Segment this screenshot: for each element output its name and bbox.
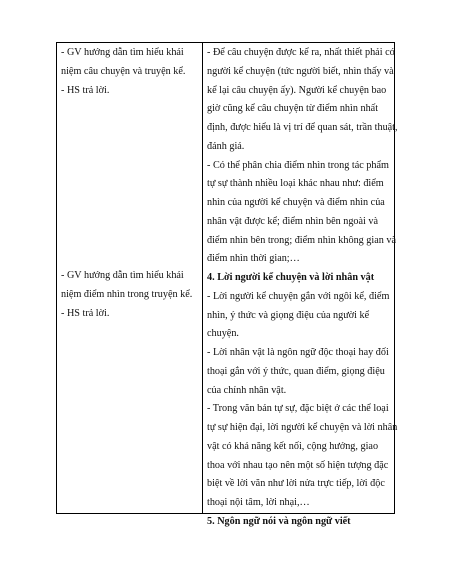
section-heading-4: 4. Lời người kể chuyện và lời nhân vật (207, 272, 375, 283)
right-line: - Có thể phân chia điểm nhìn trong tác phẩm (207, 159, 389, 171)
right-line: kể lại câu chuyện ấy). Người kể chuyện bao (207, 84, 387, 96)
right-line: đánh giá. (207, 140, 245, 152)
right-line: - Lời nhân vật là ngôn ngữ độc thoại hay đối (207, 347, 389, 358)
right-line: chuyện. (207, 328, 239, 340)
right-line: - Trong văn bản tự sự, đặc biệt ở các thể loại (207, 403, 389, 415)
right-line: nhân vật được kể; điểm nhìn bên ngoài và (207, 215, 379, 227)
right-line: tự sự hiện đại, lời người kể chuyện và lời nhân (207, 422, 398, 433)
right-line: nhìn, ý thức và giọng điệu của người kể (207, 309, 370, 321)
right-line: vật có khả năng kết nối, cộng hưởng, giao (207, 440, 379, 452)
left-block1-line3: - HS trả lời. (61, 84, 110, 96)
content-table (56, 42, 398, 527)
right-line: điểm nhìn thời gian;… (207, 253, 300, 265)
right-line: - Để câu chuyện được kể ra, nhất thiết phải có (207, 47, 395, 58)
right-line: thoa với nhau tạo nên một số hiện tượng đặc (207, 459, 389, 471)
right-line: thoại nội tâm, lời nhại,… (207, 497, 310, 508)
left-block2-line1: - GV hướng dẫn tìm hiểu khái (61, 270, 184, 282)
right-line: giờ cũng kể câu chuyện từ điểm nhìn nhất (207, 103, 379, 115)
right-line: - Lời người kể chuyện gắn với ngôi kể, điểm (207, 290, 390, 302)
column-divider (202, 43, 203, 513)
right-line: tự sự thành nhiều loại khác nhau như: điểm (207, 178, 384, 190)
left-block1-line2: niệm câu chuyện và truyện kể. (61, 65, 186, 77)
left-block1-line1: - GV hướng dẫn tìm hiểu khái (61, 47, 184, 58)
left-block2-line3: - HS trả lời. (61, 307, 110, 319)
left-block2-line2: niệm điểm nhìn trong truyện kể. (61, 289, 193, 300)
right-line: nhìn của người kể chuyện và điểm nhìn của (207, 197, 385, 208)
right-line: thoại gắn với ý thức, quan điểm, giọng điệu (207, 365, 385, 377)
right-line: người kể chuyện (tức người biết, nhìn thấy và (207, 65, 394, 77)
right-line: biệt về lời văn như lời nửa trực tiếp, lời độc (207, 478, 385, 490)
section-heading-5: 5. Ngôn ngữ nói và ngôn ngữ viết (207, 515, 351, 527)
right-line: định, được hiểu là vị trí để quan sát, trần thuật, (207, 122, 398, 133)
right-line: điểm nhìn bên trong; điểm nhìn không gian và (207, 234, 397, 246)
right-line: của chính nhân vật. (207, 384, 287, 396)
